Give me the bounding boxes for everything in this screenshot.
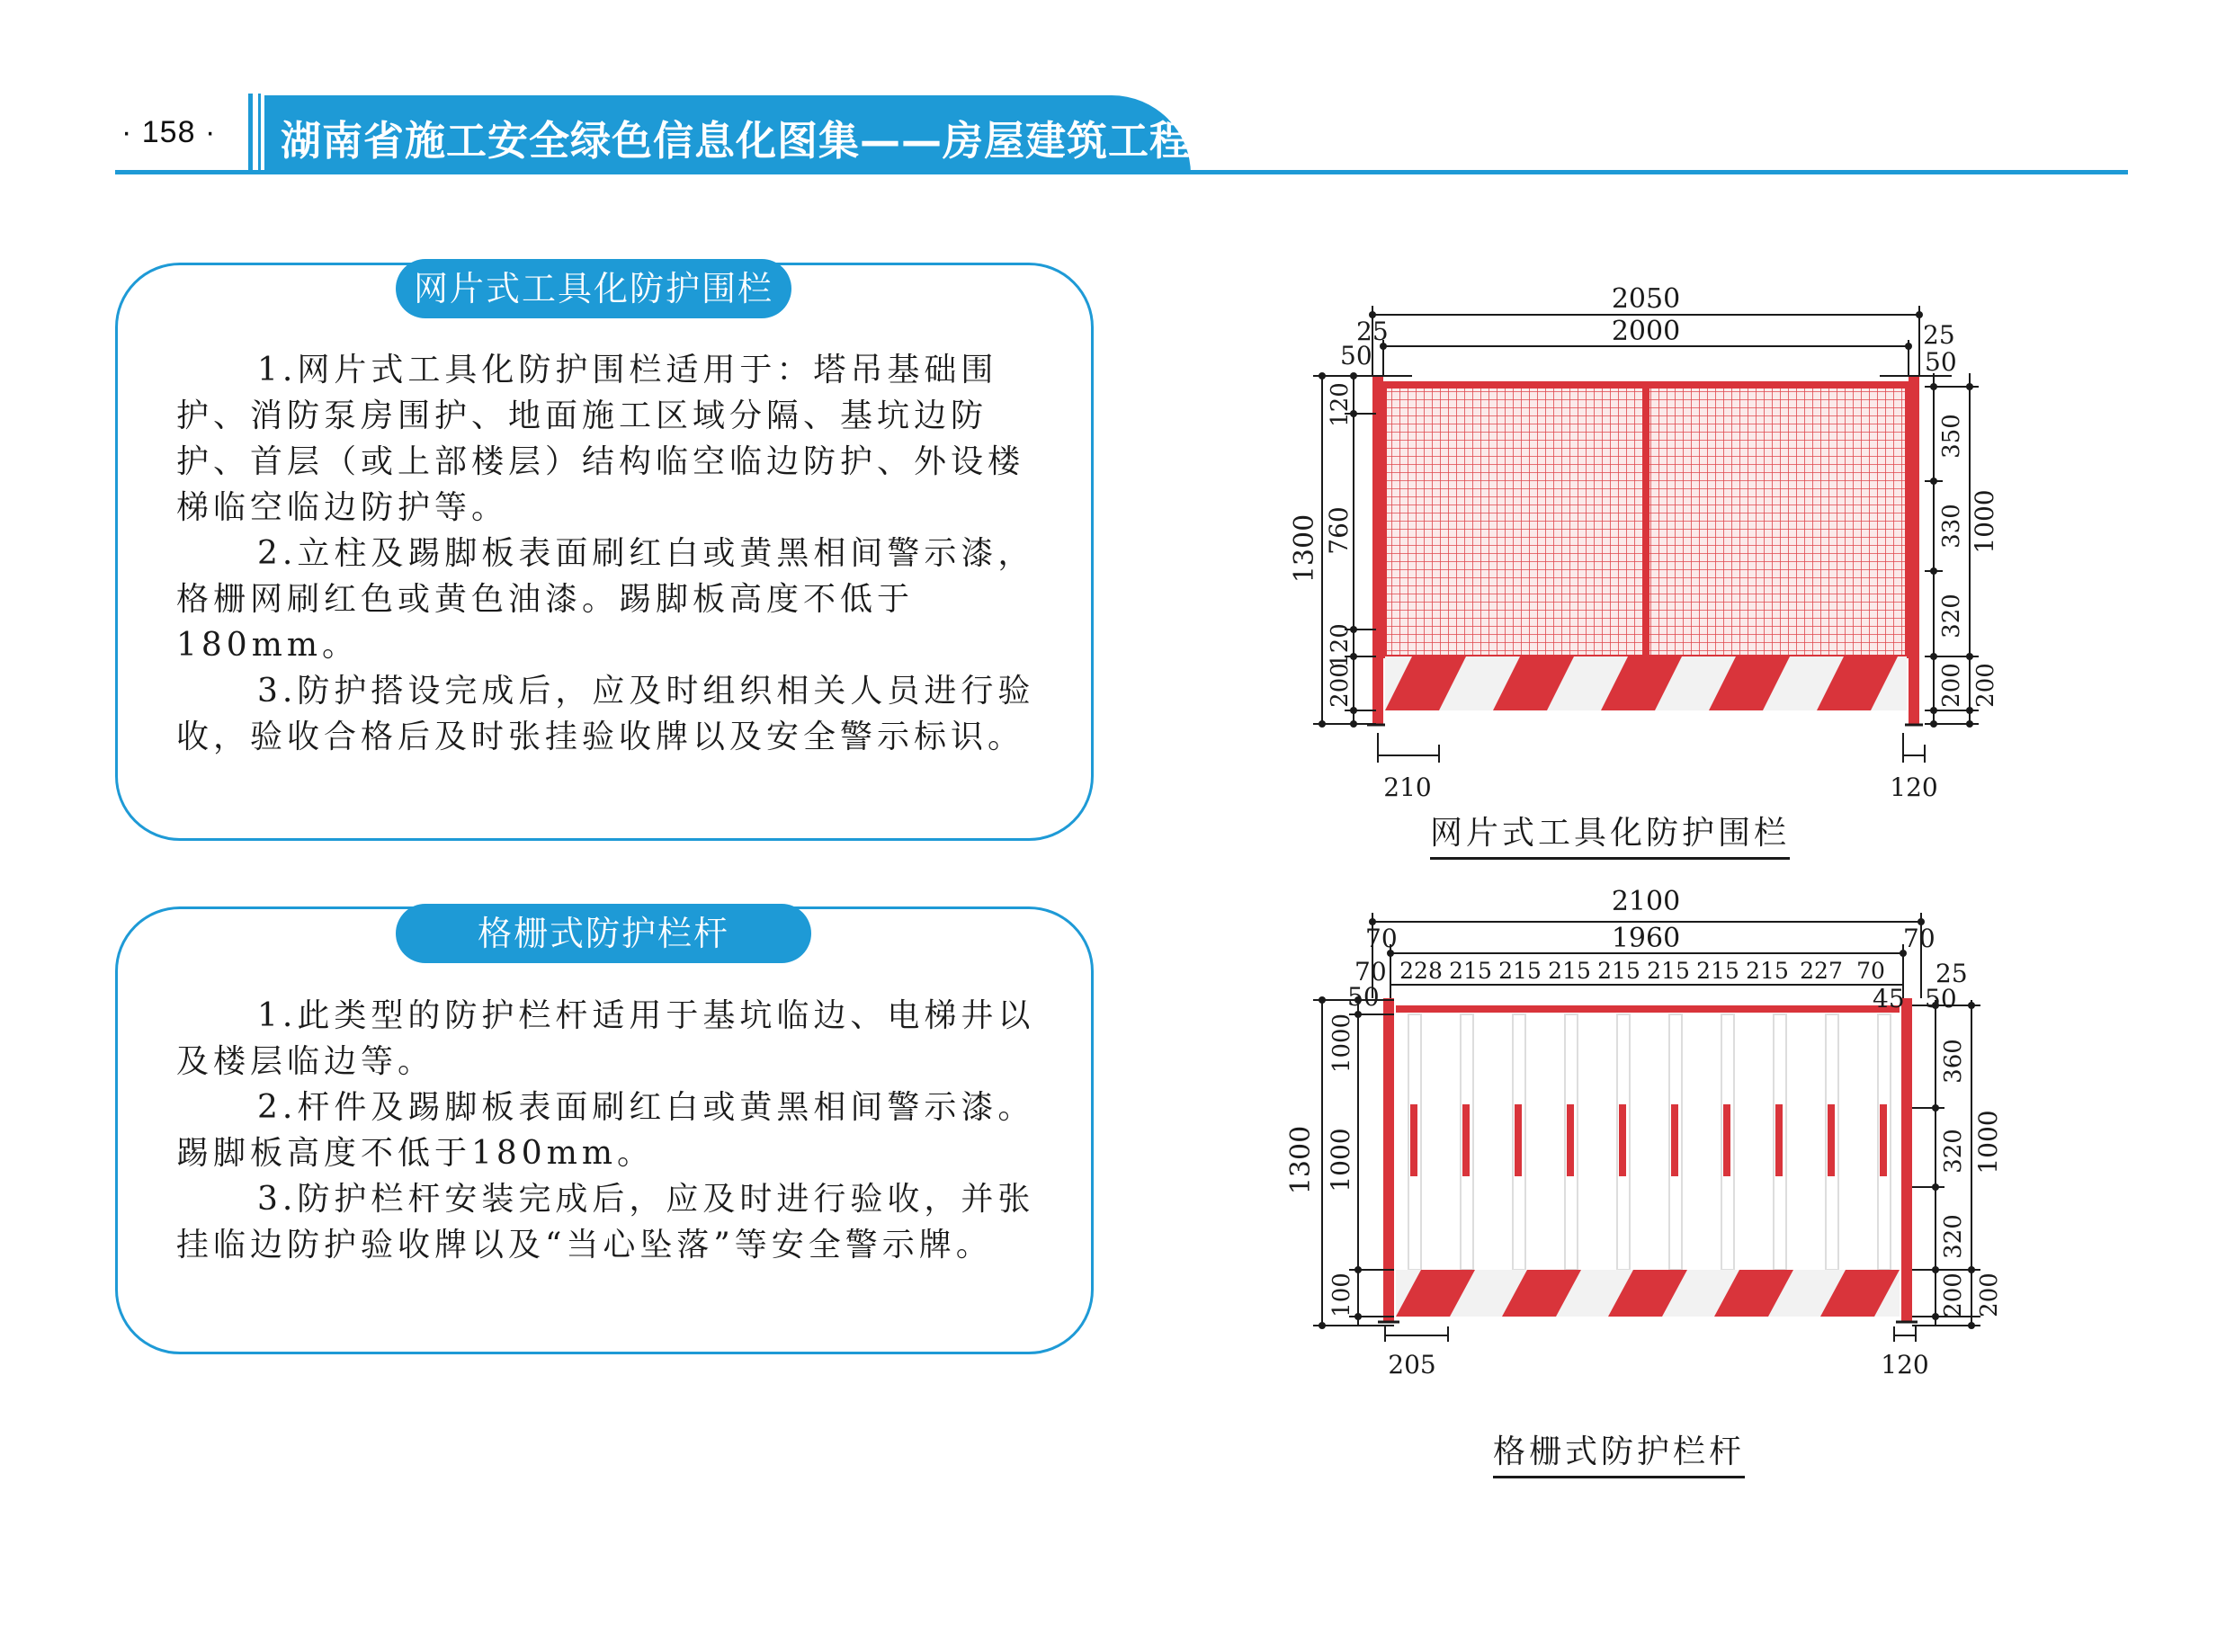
bar-spacing-5: 215 [1597,958,1640,984]
dim2-right-320a: 320 [1940,1129,1967,1174]
mesh-fence-drawing [1205,270,2069,802]
dim-right-200: 200 [1938,663,1965,708]
dim2-total-height: 1300 [1285,1125,1317,1195]
section2-figure-caption: 格栅式防护栏杆 [1493,1426,1745,1478]
section1-paragraph-1: 1.网片式工具化防护围栏适用于：塔吊基础围护、消防泵房围护、地面施工区域分隔、基坑边防护、首层（或上部楼层）结构临空临边防护、外设楼梯临空临边防护等。 [176,352,1025,526]
top-rail-2 [1396,1005,1900,1013]
section2-paragraph-1: 1.此类型的防护栏杆适用于基坑临边、电梯井以及楼层临边等。 [176,997,1035,1080]
dim2-right-1000: 1000 [1973,1110,2003,1174]
bar-spacing-2: 215 [1449,958,1492,984]
mesh-panel-right [1648,387,1907,656]
dim-bottom-right: 120 [1890,772,1938,802]
bar-railing-drawing [1205,881,2069,1385]
bar-spacing-7: 215 [1696,958,1739,984]
dim-top-right: 25 [1923,320,1955,350]
section2-paragraph-3: 3.防护栏杆安装完成后，应及时进行验收，并张挂临边防护验收牌以及“当心坠落”等安全警示牌。 [176,1181,1035,1264]
bar-spacing-9: 227 [1800,958,1843,984]
dim2-post-right: 25 [1935,959,1968,988]
section2-text [176,993,1040,1268]
post-left [1372,376,1383,725]
post-right-2 [1901,998,1912,1322]
header-rule [115,170,2128,174]
dim-left-120-top: 120 [1327,382,1354,427]
bar-spacing-10: 70 [1856,958,1885,984]
dim2-right-45: 45 [1873,984,1905,1014]
dim-left-200: 200 [1327,663,1354,708]
top-rail [1378,381,1914,388]
dim-right-1000: 1000 [1970,489,1999,554]
dim-right-350: 350 [1938,414,1965,459]
dim-right-outer-200: 200 [1972,663,1999,708]
dim2-post-left: 70 [1354,957,1387,987]
dim2-post-left-50: 50 [1347,982,1380,1012]
section1-paragraph-3: 3.防护搭设完成后，应及时组织相关人员进行验收，验收合格后及时张挂验收牌以及安全警示标识。 [176,673,1035,755]
bar-spacing-labels [1399,958,1885,984]
dim-overall-width: 2050 [1611,283,1681,315]
dim-bottom-left: 210 [1383,772,1432,802]
dim-inner-width: 2000 [1611,316,1681,347]
section1-paragraph-2: 2.立柱及踢脚板表面刷红白或黄黑相间警示漆，格栅网刷红色或黄色油漆。踢脚板高度不低于180mm。 [176,535,1035,664]
post-left-2 [1383,998,1394,1322]
header-divider [248,94,253,173]
section2-tab-title: 格栅式防护栏杆 [396,904,811,963]
bar-spacing-6: 215 [1647,958,1690,984]
dim2-right-outer-200: 200 [1976,1272,2003,1317]
section1-tab-title: 网片式工具化防护围栏 [396,259,791,318]
dim2-overall-width: 2100 [1611,886,1681,917]
mesh-panel-left [1385,387,1644,656]
dim2-right-70: 70 [1903,924,1935,953]
section2-paragraph-2: 2.杆件及踢脚板表面刷红白或黄黑相间警示漆。踢脚板高度不低于180mm。 [176,1089,1035,1172]
dim2-left-70: 70 [1365,924,1398,953]
dim2-post-right-50: 50 [1925,984,1957,1014]
dim2-left-1000-outer: 1000 [1328,1013,1355,1074]
section1-figure-caption: 网片式工具化防护围栏 [1430,808,1790,860]
bar-spacing-4: 215 [1548,958,1591,984]
dim2-left-100: 100 [1328,1272,1355,1317]
header-divider-thin [258,94,261,173]
header-title: 湖南省施工安全绿色信息化图集——房屋建筑工程 [281,117,1192,165]
dim2-right-320b: 320 [1940,1214,1967,1259]
dim-right-330: 330 [1938,504,1965,549]
dim2-bottom-left: 205 [1388,1350,1436,1380]
bar-spacing-8: 215 [1746,958,1789,984]
dim2-right-360: 360 [1940,1039,1967,1084]
dim2-right-200: 200 [1940,1272,1967,1317]
dim-right-320: 320 [1938,594,1965,638]
bar-spacing-3: 215 [1498,958,1542,984]
section1-text [176,347,1040,760]
dim2-bottom-right: 120 [1881,1350,1929,1380]
bar-red-segments [1410,1104,1887,1176]
post-right [1909,376,1919,725]
page-number: · 158 · [121,115,217,149]
dim2-left-1000: 1000 [1326,1128,1355,1192]
dim-left-760: 760 [1324,506,1354,555]
dim-left-120-bot: 120 [1327,623,1354,668]
dim-total-height: 1300 [1289,513,1320,584]
dim-post-left: 50 [1340,341,1372,371]
dim-post-right: 50 [1925,347,1957,377]
dim-top-left: 25 [1356,317,1389,346]
page-header [0,0,2226,180]
bar-spacing-1: 228 [1399,958,1443,984]
dim2-inner-width: 1960 [1611,923,1681,954]
